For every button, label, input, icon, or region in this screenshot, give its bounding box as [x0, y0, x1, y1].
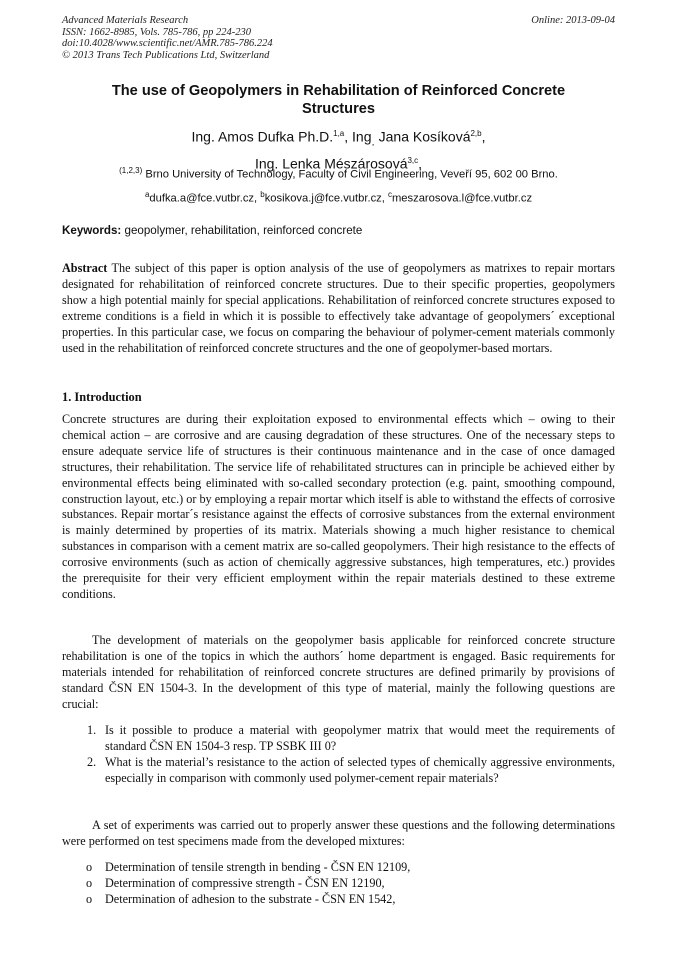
- email-c-marker: c: [387, 190, 392, 199]
- list-item-text: Determination of tensile strength in bending - ČSN EN 12109,: [105, 860, 411, 874]
- copyright-line: © 2013 Trans Tech Publications Ltd, Switzerland: [62, 49, 270, 61]
- list-item-number: 1.: [87, 723, 97, 737]
- intro-paragraph-1: Concrete structures are during their exploitation exposed to environmental effects which – owing to their chemical action – are corrosive and are causing degradation of these structures. One of the necessary steps to ensure adequate service life of structures is their continuous maintenance and in the case of once damaged structures, their rehabilitation. The service life of rehabilitated structures can in principle be achieved either by environmental effects being eliminated with so-called secondary protection (e.g. paint, smoothing compound, construction layout, etc.) or by employing a repair mortar which itself is able to withstand the effects of corrosive substances. Repair mortar´s resistance against the effects of corrosive substances from the external environment is mainly determined by properties of its matrix. Materials showing a much higher resistance to chemical substances in comparison with a cement matrix are so-called geopolymers. Their high resistance to the effects of corrosive environments (such as action of chemically aggressive substances, high temperatures, etc.) provides the prerequisite for their very efficient employment within the repair materials destined to these extreme conditions.: [62, 412, 615, 601]
- list-item: [62, 876, 615, 892]
- affiliation-text: Brno University of Technology, Faculty of Civil Engineering, Veveří 95, 602 00 Brno.: [142, 168, 558, 181]
- online-date: Online: 2013-09-04: [531, 15, 615, 26]
- title-line-2: Structures: [302, 101, 375, 117]
- authors-line-1: [62, 124, 615, 151]
- paper-title: [62, 82, 615, 118]
- list-item-text: What is the material’s resistance to the action of selected types of chemically aggressive environments, especially in comparison with commonly used polymer-cement repair materials?: [105, 754, 615, 785]
- author-2: Jana Kosíková: [374, 128, 471, 145]
- author-sep: ,: [418, 156, 423, 173]
- author-3: Ing. Lenka Mészárosová: [254, 156, 408, 173]
- journal-name: Advanced Materials Research: [62, 15, 189, 26]
- email-list: [62, 190, 615, 205]
- bullet-circle-icon: o: [86, 891, 93, 906]
- abstract-text: The subject of this paper is option analysis of the use of geopolymers as matrixes to repair mortars designated for rehabilitation of reinforced concrete structures. Due to their specific properties, geopolymers show a high potential mainly for special applications. Rehabilitation of reinforced concrete structures exposed to extreme conditions is a field in which it is possible to effectively take advantage of geopolymers´ exceptional properties. In this particular case, we focus on comparing the behaviour of polymer-cement materials commonly used in the rehabilitation of reinforced concrete structures and the one of geopolymer-based mortars.: [62, 261, 615, 355]
- bullet-circle-icon: o: [86, 860, 93, 874]
- abstract: [62, 261, 615, 356]
- keywords: [62, 224, 362, 237]
- doi-line: doi:10.4028/www.scientific.net/AMR.785-786.224: [62, 38, 273, 49]
- affiliation-marker: (1,2,3): [119, 166, 143, 175]
- questions-list: [62, 723, 615, 787]
- author-3-affil: 3,c: [407, 156, 419, 166]
- email-c: meszarosova.l@fce.vutbr.cz: [391, 192, 533, 205]
- list-item: [62, 892, 615, 908]
- bullet-circle-icon: o: [86, 875, 93, 890]
- list-item-text: Determination of compressive strength - ČSN EN 12190,: [105, 875, 385, 890]
- email-a-marker: a: [144, 190, 150, 199]
- abstract-label: Abstract: [62, 261, 108, 275]
- intro-paragraph-3: A set of experiments was carried out to properly answer these questions and the following determinations were performed on test specimens made from the developed mixtures:: [62, 818, 615, 848]
- list-item-text: Determination of adhesion to the substrate - ČSN EN 1542,: [105, 891, 396, 906]
- author-sep: ,: [481, 128, 486, 145]
- list-item: [62, 755, 615, 787]
- keywords-text: geopolymer, rehabilitation, reinforced concrete: [121, 224, 363, 237]
- section-heading: 1. Introduction: [62, 390, 142, 404]
- author-1-affil: 1,a: [333, 129, 345, 138]
- issn-line: ISSN: 1662-8985, Vols. 785-786, pp 224-230: [62, 26, 251, 38]
- list-item: [62, 860, 615, 876]
- journal-header: [62, 15, 273, 61]
- list-item-text: Is it possible to produce a material with geopolymer matrix that would meet the requirements of standard ČSN EN 1504-3 resp. TP SSBK III 0?: [105, 723, 615, 753]
- author-1: Ing. Amos Dufka Ph.D.: [191, 128, 334, 145]
- email-b-marker: b: [260, 190, 265, 199]
- author-2-affil: 2,b: [470, 129, 482, 138]
- author-sep: , Ing: [344, 128, 372, 145]
- keywords-label: Keywords:: [62, 224, 122, 237]
- email-a: dufka.a@fce.vutbr.cz,: [149, 192, 261, 205]
- list-item-number: 2.: [87, 754, 97, 769]
- title-line-1: The use of Geopolymers in Rehabilitation of Reinforced Concrete: [111, 83, 566, 99]
- email-b: kosikova.j@fce.vutbr.cz,: [264, 192, 388, 205]
- list-item: [62, 723, 615, 755]
- affiliation: [62, 166, 615, 181]
- intro-paragraph-2: The development of materials on the geopolymer basis applicable for reinforced concrete structure rehabilitation is one of the topics in which the authors´ home department is engaged. Basic requirements for materials intended for rehabilitation of reinforced concrete structures are defined primarily by provisions of standard ČSN EN 1504-3. In the development of this type of material, mainly the following questions are crucial:: [62, 633, 615, 711]
- determinations-list: [62, 860, 615, 908]
- author-dot: .: [371, 135, 375, 149]
